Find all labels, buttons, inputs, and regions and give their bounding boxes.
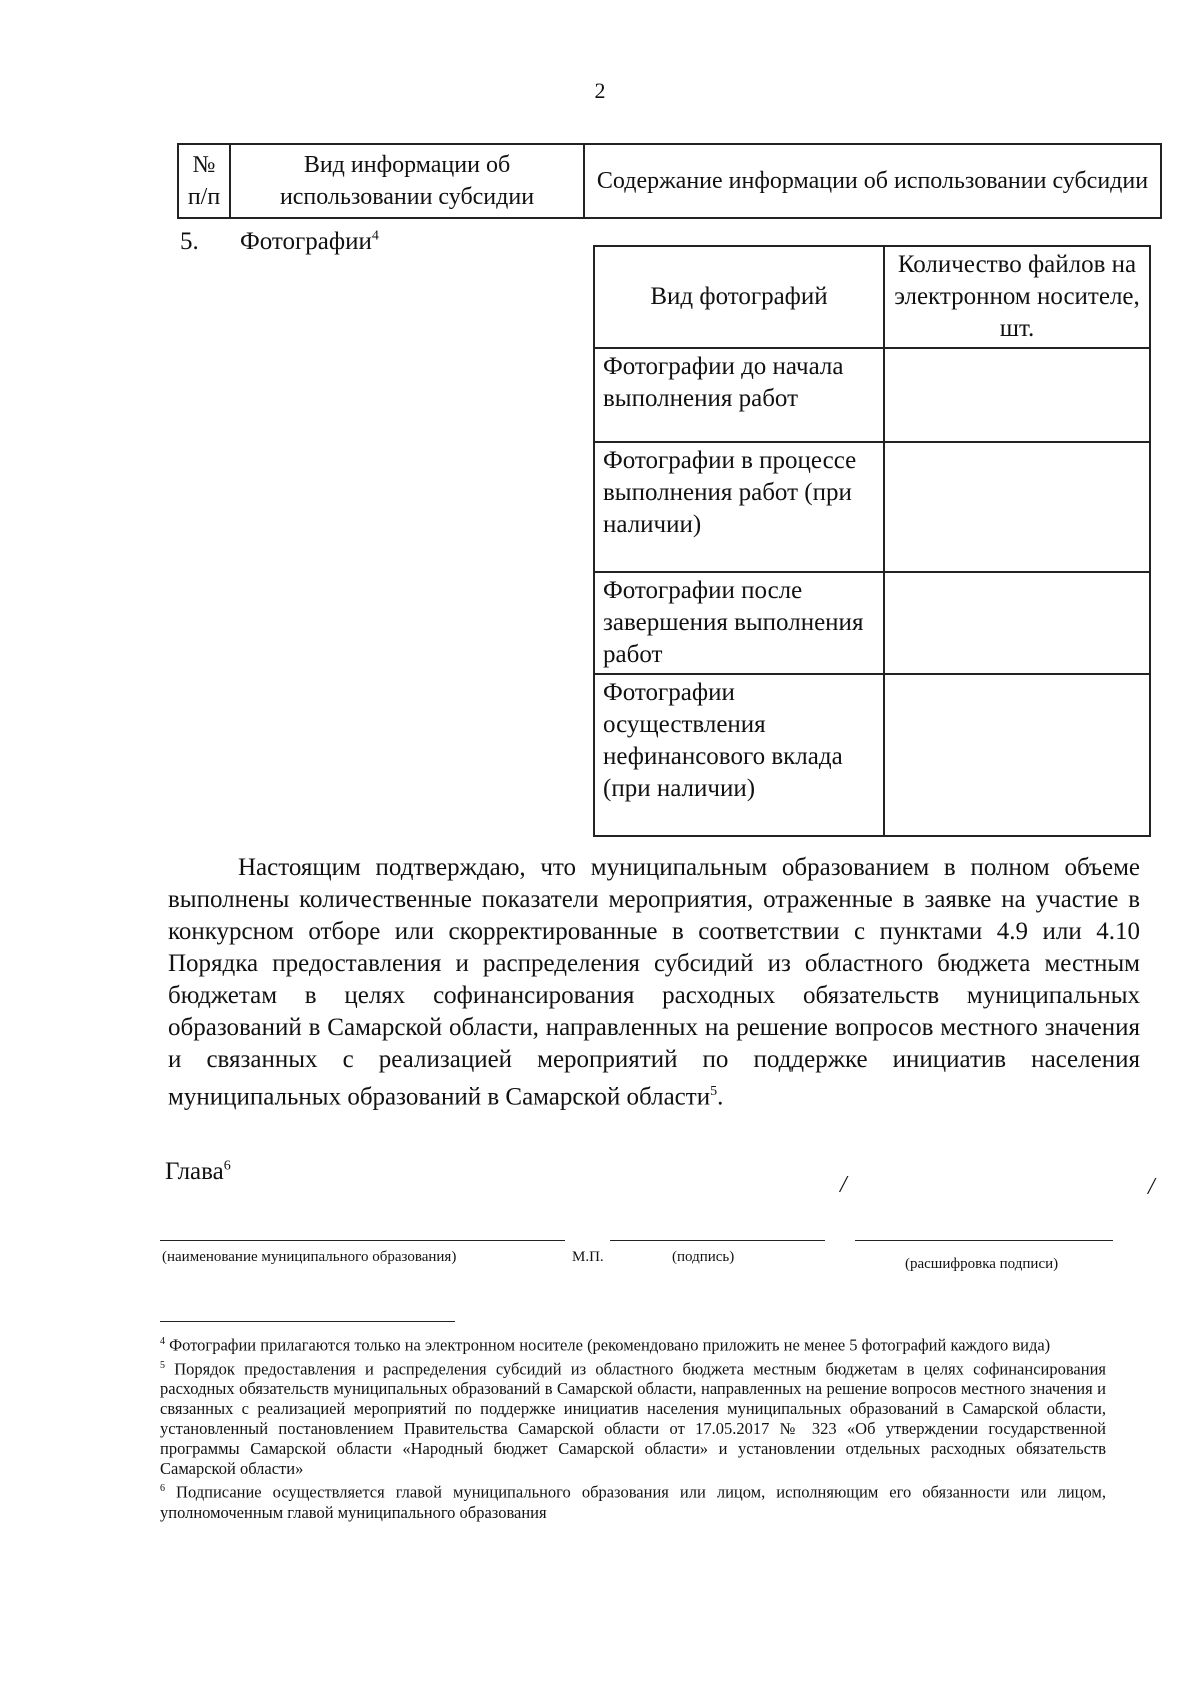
footnote-marker: 5 <box>160 1359 165 1371</box>
footnote-divider <box>160 1321 455 1322</box>
footnote <box>160 1332 1106 1356</box>
caption-stamp: М.П. <box>572 1249 604 1265</box>
caption-decoding: (расшифровка подписи) <box>905 1256 1059 1272</box>
photo-table <box>593 245 1151 837</box>
caption-signature: (подпись) <box>672 1249 735 1265</box>
table-row <box>594 442 1150 572</box>
footnote-text: Фотографии прилагаются только на электронном носителе (рекомендовано приложить не менее 5 фотографий каждого вида) <box>169 1335 1051 1355</box>
head-label <box>165 1158 231 1186</box>
head-label-text: Глава <box>165 1158 224 1185</box>
table-row <box>594 348 1150 442</box>
header-table <box>177 143 1162 219</box>
page-number: 2 <box>594 78 606 103</box>
footnote-marker: 4 <box>160 1336 165 1347</box>
signature-line <box>610 1240 825 1241</box>
confirmation-paragraph <box>168 852 1140 1113</box>
row-number: 5. <box>180 228 199 255</box>
footnote <box>160 1356 1106 1480</box>
confirmation-end: . <box>717 1083 724 1111</box>
file-count-cell <box>884 442 1150 572</box>
separator-slash: / <box>1148 1174 1155 1200</box>
file-count-cell <box>884 674 1150 836</box>
confirmation-text: Настоящим подтверждаю, что муниципальным образованием в полном объеме выполнены количественные показатели мероприятия, отраженные в заявке на участие в конкурсном отборе или скорректированные в соответствии с пунктами 4.9 или 4.10 Порядка предоставления и распределения субсидий из областного бюджета местным бюджетам в целях софинансирования расходных обязательств муниципальных образований в Самарской области, направленных на решение вопросов местного значения и связанных с реализацией мероприятий по поддержке инициатив населения муниципальных образований в Самарской области <box>168 854 1140 1111</box>
photo-type-cell: Фотографии в процессе выполнения работ (при наличии) <box>594 442 884 572</box>
table-row <box>594 674 1150 836</box>
footnote <box>160 1479 1106 1523</box>
caption-municipality: (наименование муниципального образования) <box>162 1249 457 1265</box>
header-table-row <box>178 144 1161 218</box>
file-count-header: Количество файлов на электронном носителе, шт. <box>884 246 1150 348</box>
decoding-signature-line <box>855 1240 1113 1241</box>
photo-table-header <box>594 246 1150 348</box>
municipality-signature-line <box>160 1240 565 1241</box>
row-label-text: Фотографии <box>240 228 372 255</box>
footnote-ref: 4 <box>371 228 379 244</box>
footnote-text: Порядок предоставления и распределения субсидий из областного бюджета местным бюджетам в целях софинансирования расходных обязательств муниципальных образований в Самарской области, направленных на решение вопросов местного значения и связанных с реализацией мероприятий по поддержке инициатив населения муниципальных образований в Самарской области, установленный постановлением Правительства Самарской области от 17.05.2017 № 323 «Об утверждении государственной программы Самарской области «Народный бюджет Самарской области» и установлении отдельных расходных обязательств Самарской области» <box>160 1359 1107 1478</box>
photo-type-cell: Фотографии до начала выполнения работ <box>594 348 884 442</box>
row-label <box>240 228 379 256</box>
photo-type-cell: Фотографии осуществления нефинансового вклада (при наличии) <box>594 674 884 836</box>
footnote-text: Подписание осуществляется главой муниципального образования или лицом, исполняющим его обязанности или лицом, уполномоченным главой муниципального образования <box>160 1482 1107 1522</box>
header-info-content-cell: Содержание информации об использовании субсидии <box>584 144 1161 218</box>
header-number-cell: № п/п <box>178 144 230 218</box>
file-count-cell <box>884 572 1150 674</box>
photo-type-cell: Фотографии после завершения выполнения работ <box>594 572 884 674</box>
table-row <box>594 572 1150 674</box>
footnotes <box>160 1332 1106 1523</box>
file-count-cell <box>884 348 1150 442</box>
separator-slash: / <box>840 1172 847 1198</box>
footnote-ref: 6 <box>223 1158 231 1174</box>
photo-type-header: Вид фотографий <box>594 246 884 348</box>
footnote-ref: 5 <box>710 1084 718 1099</box>
footnote-marker: 6 <box>160 1483 165 1494</box>
header-info-type-cell: Вид информации об использовании субсидии <box>230 144 584 218</box>
